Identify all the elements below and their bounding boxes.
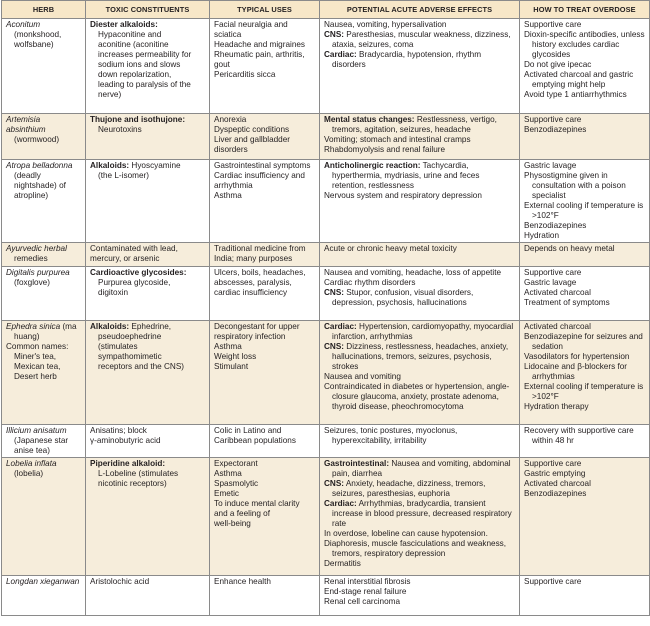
effect-item bbox=[324, 145, 515, 155]
table-header-row bbox=[2, 1, 650, 19]
effect-item bbox=[324, 161, 515, 191]
use-line: arrhythmia bbox=[214, 181, 253, 190]
use-line: respiratory infection bbox=[214, 332, 286, 341]
toxic-line: down repolarization, bbox=[98, 70, 172, 79]
use-line: Asthma bbox=[214, 469, 242, 478]
herb-name: Atropa belladonna bbox=[6, 161, 73, 170]
effect-item bbox=[324, 20, 515, 30]
toxic-heading-line bbox=[90, 459, 205, 469]
cell-toxic-constituents bbox=[86, 321, 210, 425]
herb-common-name: (wormwood) bbox=[14, 135, 60, 144]
table-row bbox=[2, 425, 650, 458]
effect-text: Nausea and vomiting bbox=[324, 372, 401, 381]
cell-overdose-treatment bbox=[520, 243, 650, 267]
use-line: abscesses, paralysis, bbox=[214, 278, 292, 287]
treatment-item: Do not give ipecac bbox=[524, 60, 592, 69]
toxic-inline: Hyoscyamine bbox=[129, 161, 181, 170]
cell-toxic-constituents bbox=[86, 114, 210, 160]
effect-lead: Anticholinergic reaction: bbox=[324, 161, 421, 170]
toxic-line: Neurotoxins bbox=[98, 125, 142, 134]
treatment-item: External cooling if temperature is >102°F bbox=[524, 382, 644, 401]
toxic-line: Aristolochic acid bbox=[90, 577, 150, 586]
herb-common-name: (Japanese star bbox=[14, 436, 69, 445]
use-line: Enhance health bbox=[214, 577, 271, 586]
herb-common-name: anise tea) bbox=[14, 446, 50, 455]
effect-item bbox=[324, 499, 515, 529]
treatment-item: Activated charcoal bbox=[524, 322, 591, 331]
herb-common-name: (foxglove) bbox=[14, 278, 50, 287]
use-line: Traditional medicine from bbox=[214, 244, 306, 253]
cell-overdose-treatment bbox=[520, 114, 650, 160]
effect-item bbox=[324, 244, 515, 254]
herb-common-name: (monkshood, bbox=[14, 30, 62, 39]
use-line: Asthma bbox=[214, 342, 242, 351]
table-row bbox=[2, 160, 650, 243]
herb-extra: Desert herb bbox=[14, 372, 57, 381]
toxic-inline: Ephedrine, bbox=[129, 322, 172, 331]
cell-herb bbox=[2, 458, 86, 576]
effect-item bbox=[324, 288, 515, 308]
use-line: cardiac insufficiency bbox=[214, 288, 288, 297]
cell-typical-uses bbox=[210, 458, 320, 576]
effect-item bbox=[324, 50, 515, 70]
use-line: disorders bbox=[214, 145, 248, 154]
toxic-line: nerve) bbox=[98, 90, 122, 99]
herb-extra: Common names: bbox=[6, 342, 69, 351]
cell-overdose-treatment bbox=[520, 576, 650, 616]
use-line: Colic in Latino and bbox=[214, 426, 282, 435]
herb-name: Digitalis purpurea bbox=[6, 268, 70, 277]
use-line: Cardiac insufficiency and bbox=[214, 171, 305, 180]
cell-adverse-effects bbox=[320, 576, 520, 616]
cell-herb bbox=[2, 160, 86, 243]
herb-name: Aconitum bbox=[6, 20, 41, 29]
toxic-heading: Alkaloids: bbox=[90, 322, 130, 331]
effect-lead: CNS: bbox=[324, 30, 345, 39]
effect-item bbox=[324, 539, 515, 559]
herb-name-cont: remedies bbox=[14, 254, 48, 263]
effect-lead: Mental status changes: bbox=[324, 115, 415, 124]
effect-item bbox=[324, 577, 515, 587]
use-line: India; many purposes bbox=[214, 254, 293, 263]
toxic-heading: Piperidine alkaloid: bbox=[90, 459, 166, 468]
treatment-item: Gastric lavage bbox=[524, 278, 577, 287]
use-line: Liver and gallbladder bbox=[214, 135, 291, 144]
effect-text: Hypertension, cardiomyopathy, myocardial infarction, arrhythmias bbox=[332, 322, 514, 341]
toxic-heading-line bbox=[90, 161, 205, 171]
effect-item bbox=[324, 115, 515, 135]
herb-name: Longdan xieganwan bbox=[6, 577, 80, 586]
toxic-heading-line bbox=[90, 322, 205, 332]
treatment-item: Benzodiazepines bbox=[524, 489, 587, 498]
effect-item bbox=[324, 459, 515, 479]
effect-lead: Cardiac: bbox=[324, 50, 357, 59]
table-row bbox=[2, 576, 650, 616]
effect-text: In overdose, lobeline can cause hypotension. bbox=[324, 529, 488, 538]
toxic-line: pseudoephedrine bbox=[98, 332, 162, 341]
herb-common-name: huang) bbox=[14, 332, 40, 341]
effect-text: Tachycardia, hyperthermia, mydriasis, urine and feces retention, restlessness bbox=[332, 161, 480, 190]
cell-adverse-effects bbox=[320, 425, 520, 458]
toxic-line: γ-aminobutyric acid bbox=[90, 436, 161, 445]
treatment-item: Benzodiazepines bbox=[524, 125, 587, 134]
treatment-item: Avoid type 1 antiarrhythmics bbox=[524, 90, 627, 99]
cell-toxic-constituents bbox=[86, 19, 210, 114]
toxic-line: sympathomimetic bbox=[98, 352, 162, 361]
toxic-line: Hypaconitine and bbox=[98, 30, 162, 39]
treatment-item: Activated charcoal and gastric emptying might help bbox=[524, 70, 634, 89]
cell-toxic-constituents bbox=[86, 267, 210, 321]
toxic-heading: Cardioactive glycosides: bbox=[90, 268, 187, 277]
use-line: To induce mental clarity bbox=[214, 499, 300, 508]
effect-text: Paresthesias, muscular weakness, dizziness, ataxia, seizures, coma bbox=[332, 30, 511, 49]
effect-text: Dermatitis bbox=[324, 559, 361, 568]
herb-name-tail: (ma bbox=[60, 322, 77, 331]
herb-common-name: atropline) bbox=[14, 191, 49, 200]
cell-herb bbox=[2, 425, 86, 458]
effect-lead: CNS: bbox=[324, 288, 345, 297]
use-line: Anorexia bbox=[214, 115, 247, 124]
toxic-heading-line bbox=[90, 115, 205, 125]
cell-toxic-constituents bbox=[86, 458, 210, 576]
treatment-item: Activated charcoal bbox=[524, 288, 591, 297]
use-line: Headache and migraines bbox=[214, 40, 306, 49]
use-line: and a feeling of bbox=[214, 509, 270, 518]
cell-herb bbox=[2, 114, 86, 160]
effect-text: Rhabdomyolysis and renal failure bbox=[324, 145, 446, 154]
use-line: Dyspeptic conditions bbox=[214, 125, 290, 134]
treatment-item: Hydration bbox=[524, 231, 560, 240]
effect-text: Restlessness, vertigo, tremors, agitation, seizures, headache bbox=[332, 115, 497, 134]
cell-herb bbox=[2, 19, 86, 114]
header-adverse-effects: POTENTIAL ACUTE ADVERSE EFFECTS bbox=[320, 1, 520, 19]
cell-overdose-treatment bbox=[520, 160, 650, 243]
table-body bbox=[2, 19, 650, 616]
cell-typical-uses bbox=[210, 19, 320, 114]
effect-text: Vomiting; stomach and intestinal cramps bbox=[324, 135, 471, 144]
effect-item bbox=[324, 191, 515, 201]
toxic-line: L-Lobeline (stimulates bbox=[98, 469, 179, 478]
cell-toxic-constituents bbox=[86, 425, 210, 458]
cell-herb bbox=[2, 321, 86, 425]
cell-overdose-treatment bbox=[520, 458, 650, 576]
cell-typical-uses bbox=[210, 425, 320, 458]
cell-adverse-effects bbox=[320, 243, 520, 267]
effect-lead: Cardiac: bbox=[324, 322, 357, 331]
cell-typical-uses bbox=[210, 576, 320, 616]
cell-toxic-constituents bbox=[86, 160, 210, 243]
treatment-item: Vasodilators for hypertension bbox=[524, 352, 630, 361]
toxic-heading: Thujone and isothujone: bbox=[90, 115, 186, 124]
cell-adverse-effects bbox=[320, 160, 520, 243]
herb-name: Ephedra sinica bbox=[6, 322, 61, 331]
cell-overdose-treatment bbox=[520, 425, 650, 458]
cell-adverse-effects bbox=[320, 458, 520, 576]
effect-item bbox=[324, 342, 515, 372]
effect-text: Anxiety, headache, dizziness, tremors, seizures, paresthesias, euphoria bbox=[332, 479, 486, 498]
cell-adverse-effects bbox=[320, 267, 520, 321]
cell-typical-uses bbox=[210, 114, 320, 160]
toxic-line: (stimulates bbox=[98, 342, 138, 351]
treatment-item: Lidocaine and β-blockers for arrhythmias bbox=[524, 362, 628, 381]
effect-item bbox=[324, 587, 515, 597]
cell-overdose-treatment bbox=[520, 267, 650, 321]
cell-typical-uses bbox=[210, 267, 320, 321]
cell-toxic-constituents bbox=[86, 576, 210, 616]
toxic-line: increases permeability for bbox=[98, 50, 192, 59]
treatment-item: Dioxin-specific antibodies, unless history excludes cardiac glycosides bbox=[524, 30, 645, 59]
treatment-item: Benzodiazepines bbox=[524, 221, 587, 230]
header-toxic-constituents: TOXIC CONSTITUENTS bbox=[86, 1, 210, 19]
toxic-line: sodium ions and slows bbox=[98, 60, 181, 69]
toxic-line: (the L-isomer) bbox=[98, 171, 149, 180]
herb-common-name: (deadly bbox=[14, 171, 41, 180]
effect-lead: Gastrointestinal: bbox=[324, 459, 390, 468]
effect-item bbox=[324, 278, 515, 288]
herb-common-name: nightshade) of bbox=[14, 181, 66, 190]
treatment-item: Supportive care bbox=[524, 268, 582, 277]
use-line: Expectorant bbox=[214, 459, 258, 468]
treatment-item: Hydration therapy bbox=[524, 402, 589, 411]
header-overdose-treatment: HOW TO TREAT OVERDOSE bbox=[520, 1, 650, 19]
cell-herb bbox=[2, 243, 86, 267]
cell-herb bbox=[2, 576, 86, 616]
cell-herb bbox=[2, 267, 86, 321]
effect-text: End-stage renal failure bbox=[324, 587, 407, 596]
table-row bbox=[2, 243, 650, 267]
toxic-line: mercury, or arsenic bbox=[90, 254, 160, 263]
use-line: Stimulant bbox=[214, 362, 249, 371]
toxic-heading-line bbox=[90, 268, 205, 278]
treatment-item: Supportive care bbox=[524, 20, 582, 29]
effect-text: Stupor, confusion, visual disorders, depression, psychosis, hallucinations bbox=[332, 288, 474, 307]
table-row bbox=[2, 267, 650, 321]
effect-text: Acute or chronic heavy metal toxicity bbox=[324, 244, 457, 253]
effect-item bbox=[324, 30, 515, 50]
effect-item bbox=[324, 135, 515, 145]
treatment-item: Recovery with supportive care within 48 hr bbox=[524, 426, 634, 445]
effect-item bbox=[324, 529, 515, 539]
effect-item bbox=[324, 597, 515, 607]
effect-text: Nervous system and respiratory depression bbox=[324, 191, 482, 200]
herb-name: Lobelia inflata bbox=[6, 459, 57, 468]
toxic-line: Contaminated with lead, bbox=[90, 244, 178, 253]
herb-common-name: wolfsbane) bbox=[14, 40, 54, 49]
effect-lead: CNS: bbox=[324, 479, 345, 488]
effect-text: Nausea, vomiting, hypersalivation bbox=[324, 20, 447, 29]
effect-text: Bradycardia, hypotension, rhythm disorders bbox=[332, 50, 482, 69]
cell-toxic-constituents bbox=[86, 243, 210, 267]
use-line: Facial neuralgia and bbox=[214, 20, 288, 29]
cell-adverse-effects bbox=[320, 114, 520, 160]
effect-text: Arrhythmias, bradycardia, transient increase in blood pressure, decreased respiratory rate bbox=[332, 499, 512, 528]
toxic-line: aconitine (aconitine bbox=[98, 40, 169, 49]
effect-text: Cardiac rhythm disorders bbox=[324, 278, 416, 287]
treatment-item: Benzodiazepine for seizures and sedation bbox=[524, 332, 643, 351]
toxic-line: digitoxin bbox=[98, 288, 129, 297]
table-row bbox=[2, 19, 650, 114]
use-line: Caribbean populations bbox=[214, 436, 296, 445]
treatment-item: Supportive care bbox=[524, 115, 582, 124]
table-row bbox=[2, 321, 650, 425]
use-line: Rheumatic pain, arthritis, bbox=[214, 50, 305, 59]
header-typical-uses: TYPICAL USES bbox=[210, 1, 320, 19]
effect-item bbox=[324, 559, 515, 569]
treatment-item: Gastric emptying bbox=[524, 469, 586, 478]
treatment-item: External cooling if temperature is >102°F bbox=[524, 201, 644, 220]
treatment-item: Gastric lavage bbox=[524, 161, 577, 170]
toxic-line: nicotinic receptors) bbox=[98, 479, 167, 488]
effect-text: Seizures, tonic postures, myoclonus, hyperexcitability, irritability bbox=[324, 426, 458, 445]
toxic-heading: Diester alkaloids: bbox=[90, 20, 158, 29]
use-line: Pericarditis sicca bbox=[214, 70, 276, 79]
toxic-heading-line bbox=[90, 20, 205, 30]
toxic-line: leading to paralysis of the bbox=[98, 80, 191, 89]
toxic-line: receptors and the CNS) bbox=[98, 362, 185, 371]
herb-toxicity-table bbox=[1, 0, 650, 616]
effect-item bbox=[324, 268, 515, 278]
effect-text: Contraindicated in diabetes or hypertension, angle-closure glaucoma, anxiety, prostate adenoma, thyroid disease, pheochromocytoma bbox=[324, 382, 510, 411]
effect-lead: Cardiac: bbox=[324, 499, 357, 508]
use-line: well-being bbox=[214, 519, 251, 528]
cell-adverse-effects bbox=[320, 19, 520, 114]
treatment-item: Depends on heavy metal bbox=[524, 244, 615, 253]
herb-extra: Miner's tea, bbox=[14, 352, 57, 361]
effect-text: Nausea and vomiting, headache, loss of appetite bbox=[324, 268, 502, 277]
effect-item bbox=[324, 382, 515, 412]
use-line: Ulcers, boils, headaches, bbox=[214, 268, 306, 277]
table-row bbox=[2, 114, 650, 160]
treatment-item: Activated charcoal bbox=[524, 479, 591, 488]
herb-name: Ayurvedic herbal bbox=[6, 244, 67, 253]
table-row bbox=[2, 458, 650, 576]
cell-adverse-effects bbox=[320, 321, 520, 425]
header-herb: HERB bbox=[2, 1, 86, 19]
effect-item bbox=[324, 372, 515, 382]
cell-overdose-treatment bbox=[520, 19, 650, 114]
effect-text: Renal interstitial fibrosis bbox=[324, 577, 411, 586]
use-line: gout bbox=[214, 60, 230, 69]
cell-typical-uses bbox=[210, 243, 320, 267]
cell-typical-uses bbox=[210, 160, 320, 243]
toxic-heading: Alkaloids: bbox=[90, 161, 130, 170]
treatment-item: Treatment of symptoms bbox=[524, 298, 610, 307]
use-line: Spasmolytic bbox=[214, 479, 259, 488]
toxic-line: Purpurea glycoside, bbox=[98, 278, 171, 287]
herb-extra: Mexican tea, bbox=[14, 362, 61, 371]
cell-overdose-treatment bbox=[520, 321, 650, 425]
use-line: Gastrointestinal symptoms bbox=[214, 161, 311, 170]
effect-text: Nausea and vomiting, abdominal pain, diarrhea bbox=[332, 459, 511, 478]
use-line: sciatica bbox=[214, 30, 242, 39]
herb-name: Artemisia absinthium bbox=[6, 115, 46, 134]
use-line: Asthma bbox=[214, 191, 242, 200]
treatment-item: Supportive care bbox=[524, 577, 582, 586]
cell-typical-uses bbox=[210, 321, 320, 425]
effect-text: Dizziness, restlessness, headaches, anxiety, hallucinations, tremors, seizures, psychosis, strokes bbox=[332, 342, 509, 371]
toxic-line: Anisatins; block bbox=[90, 426, 147, 435]
effect-item bbox=[324, 479, 515, 499]
use-line: Weight loss bbox=[214, 352, 257, 361]
effect-text: Renal cell carcinoma bbox=[324, 597, 400, 606]
effect-text: Diaphoresis, muscle fasciculations and weakness, tremors, respiratory depression bbox=[324, 539, 507, 558]
use-line: Emetic bbox=[214, 489, 240, 498]
treatment-item: Physostigmine given in consultation with a poison specialist bbox=[524, 171, 626, 200]
effect-item bbox=[324, 322, 515, 342]
herb-name: Illicium anisatum bbox=[6, 426, 67, 435]
herb-common-name: (lobelia) bbox=[14, 469, 44, 478]
effect-lead: CNS: bbox=[324, 342, 345, 351]
effect-item bbox=[324, 426, 515, 446]
treatment-item: Supportive care bbox=[524, 459, 582, 468]
use-line: Decongestant for upper bbox=[214, 322, 300, 331]
